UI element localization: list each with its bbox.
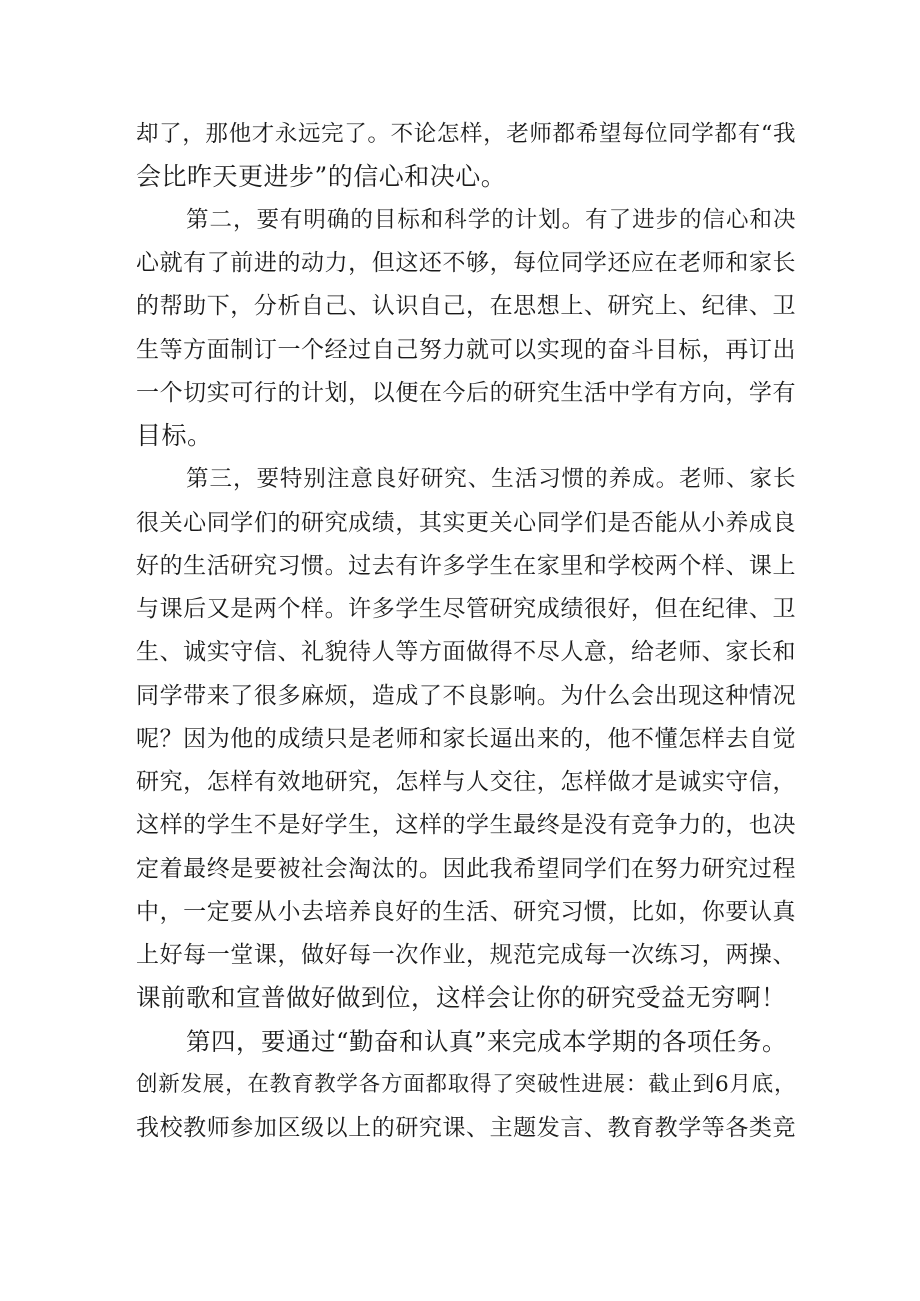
text-line: 课前歌和宣普做好做到位，这样会让你的研究受益无穷啊！	[136, 983, 786, 1012]
text-line: 心就有了前进的动力，但这还不够，每位同学还应在老师和家长	[136, 250, 796, 276]
text-line: 目标。	[136, 421, 213, 450]
text-line: 创新发展，在教育教学各方面都取得了突破性进展：截止到6月底，	[136, 1072, 796, 1097]
paragraph-start-line: 第二，要有明确的目标和科学的计划。有了进步的信心和决	[186, 207, 796, 233]
paragraph-start-line: 第四，要通过“勤奋和认真”来完成本学期的各项任务。	[186, 1027, 788, 1056]
text-line: 一个切实可行的计划，以便在今后的研究生活中学有方向，学有	[136, 380, 796, 406]
text-line: 我校教师参加区级以上的研究课、主题发言、教育教学等各类竞	[136, 1115, 796, 1141]
text-line: 同学带来了很多麻烦，造成了不良影响。为什么会出现这种情况	[136, 683, 796, 709]
text-line: 生、诚实守信、礼貌待人等方面做得不尽人意，给老师、家长和	[136, 639, 796, 665]
text-line: 却了，那他才永远完了。不论怎样，老师都希望每位同学都有“我	[136, 121, 796, 147]
text-line: 这样的学生不是好学生，这样的学生最终是没有竞争力的，也决	[136, 812, 796, 838]
text-line: 生等方面制订一个经过自己努力就可以实现的奋斗目标，再订出	[136, 337, 796, 363]
paragraph-start-line: 第三，要特别注意良好研究、生活习惯的养成。老师、家长	[186, 466, 796, 492]
text-line: 很关心同学们的研究成绩，其实更关心同学们是否能从小养成良	[136, 510, 796, 536]
text-line: 的帮助下，分析自己、认识自己，在思想上、研究上、纪律、卫	[136, 293, 796, 319]
text-line: 好的生活研究习惯。过去有许多学生在家里和学校两个样、课上	[136, 553, 796, 579]
text-line: 定着最终是要被社会淘汰的。因此我希望同学们在努力研究过程	[136, 856, 796, 882]
text-line: 会比昨天更进步”的信心和决心。	[136, 162, 507, 191]
text-line: 研究，怎样有效地研究，怎样与人交往，怎样做才是诚实守信，	[136, 769, 796, 795]
text-line: 与课后又是两个样。许多学生尽管研究成绩很好，但在纪律、卫	[136, 596, 796, 622]
text-line: 中，一定要从小去培养良好的生活、研究习惯，比如，你要认真	[136, 899, 796, 925]
text-line: 呢？因为他的成绩只是老师和家长逼出来的，他不懂怎样去自觉	[136, 726, 796, 752]
text-line: 上好每一堂课，做好每一次作业，规范完成每一次练习，两操、	[136, 942, 796, 968]
